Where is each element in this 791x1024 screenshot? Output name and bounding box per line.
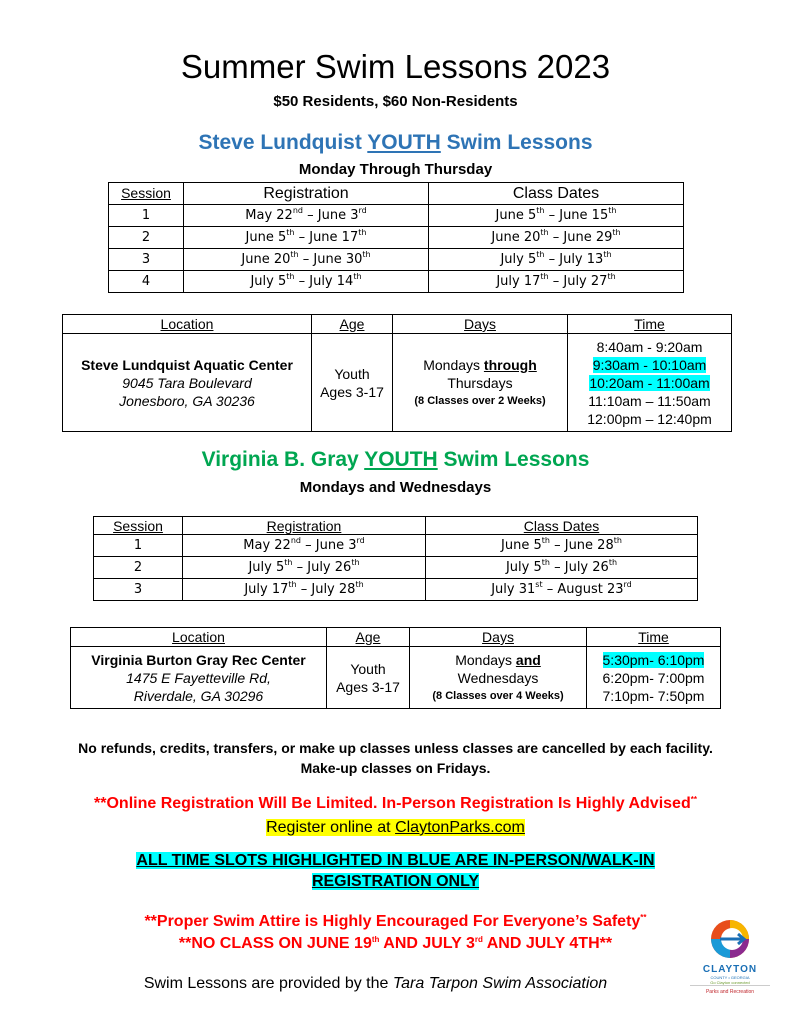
header-class-dates: Class Dates <box>426 517 698 535</box>
header-session: Session <box>94 517 183 535</box>
time-slot-walk-in: 5:30pm- 6:10pm <box>602 651 705 668</box>
registration-dates: May 22nd – June 3rd <box>184 205 429 227</box>
session-row <box>109 205 684 227</box>
class-dates: July 31st – August 23rd <box>426 579 698 601</box>
class-dates: July 5th – July 13th <box>429 249 684 271</box>
clayton-parks-link[interactable]: ClaytonParks.com <box>395 819 525 836</box>
session-number: 2 <box>94 557 183 579</box>
attire-note: **Proper Swim Attire is Highly Encouraged For Everyone’s Safety** <box>144 913 647 930</box>
header-registration: Registration <box>184 183 429 205</box>
header-time: Time <box>568 315 732 334</box>
sessions-table-gray <box>93 516 698 601</box>
session-number: 3 <box>109 249 184 271</box>
session-number: 2 <box>109 227 184 249</box>
class-dates: July 5th – July 26th <box>426 557 698 579</box>
time-slot: 6:20pm- 7:00pm <box>602 669 705 686</box>
section-heading-gray: Virginia B. Gray YOUTH Swim Lessons <box>201 448 590 471</box>
header-location: Location <box>63 315 312 334</box>
register-online-line: Register online at ClaytonParks.com <box>266 819 525 836</box>
globe-plane-icon <box>708 918 752 960</box>
days-cell: Mondays and Wednesdays (8 Classes over 4 Weeks) <box>410 647 587 709</box>
no-class-note: **NO CLASS ON JUNE 19th AND JULY 3rd AND JULY 4TH** <box>178 935 613 952</box>
prices: $50 Residents, $60 Non-Residents <box>273 93 518 110</box>
info-table-gray <box>70 627 721 709</box>
class-dates: June 5th – June 28th <box>426 535 698 557</box>
section-heading-lundquist: Steve Lundquist YOUTH Swim Lessons <box>198 131 593 154</box>
session-number: 1 <box>94 535 183 557</box>
header-age: Age <box>327 628 410 647</box>
time-slot-walk-in: 10:20am - 11:00am <box>589 374 710 391</box>
header-class-dates: Class Dates <box>429 183 684 205</box>
header-time: Time <box>587 628 721 647</box>
online-registration-note: **Online Registration Will Be Limited. In-Person Registration Is Highly Advised** <box>94 795 697 812</box>
refund-note: No refunds, credits, transfers, or make up classes unless classes are cancelled by each facility. <box>78 740 713 756</box>
class-dates: July 17th – July 27th <box>429 271 684 293</box>
session-row <box>109 249 684 271</box>
registration-dates: June 5th – June 17th <box>184 227 429 249</box>
header-days: Days <box>410 628 587 647</box>
time-cell <box>568 334 732 432</box>
registration-dates: July 17th – July 28th <box>183 579 426 601</box>
time-slot: 8:40am - 9:20am <box>596 338 703 355</box>
header-session: Session <box>109 183 184 205</box>
days-cell: Mondays through Thursdays (8 Classes over 2 Weeks) <box>393 334 568 432</box>
clayton-logo: CLAYTON COUNTY • GEORGIA Go Clayton connected Parks and Recreation <box>690 918 770 998</box>
age-cell: Youth Ages 3-17 <box>312 334 393 432</box>
walk-in-notice: ALL TIME SLOTS HIGHLIGHTED IN BLUE ARE IN-PERSON/WALK-IN REGISTRATION ONLY <box>136 852 655 890</box>
registration-dates: July 5th – July 26th <box>183 557 426 579</box>
header-age: Age <box>312 315 393 334</box>
registration-dates: May 22nd – June 3rd <box>183 535 426 557</box>
header-location: Location <box>71 628 327 647</box>
class-dates: June 5th – June 15th <box>429 205 684 227</box>
time-cell <box>587 647 721 709</box>
makeup-note: Make-up classes on Fridays. <box>300 760 491 776</box>
session-row <box>94 579 698 601</box>
header-days: Days <box>393 315 568 334</box>
age-cell: Youth Ages 3-17 <box>327 647 410 709</box>
sessions-table-lundquist <box>108 182 684 293</box>
time-slot: 7:10pm- 7:50pm <box>602 687 705 704</box>
header-registration: Registration <box>183 517 426 535</box>
session-row <box>94 535 698 557</box>
session-number: 4 <box>109 271 184 293</box>
time-slot: 12:00pm – 12:40pm <box>587 410 712 427</box>
footer-credit: Swim Lessons are provided by the Tara Tarpon Swim Association <box>143 975 608 992</box>
session-number: 3 <box>94 579 183 601</box>
time-slot-walk-in: 9:30am - 10:10am <box>592 356 707 373</box>
time-slot: 11:10am – 11:50am <box>588 392 711 409</box>
session-number: 1 <box>109 205 184 227</box>
info-table-lundquist <box>62 314 732 432</box>
location-cell: Steve Lundquist Aquatic Center 9045 Tara Boulevard Jonesboro, GA 30236 <box>63 334 312 432</box>
class-dates: June 20th – June 29th <box>429 227 684 249</box>
days-line-lundquist: Monday Through Thursday <box>298 161 493 178</box>
session-row <box>109 271 684 293</box>
session-row <box>109 227 684 249</box>
registration-dates: July 5th – July 14th <box>184 271 429 293</box>
page-title: Summer Swim Lessons 2023 <box>180 48 611 85</box>
location-cell: Virginia Burton Gray Rec Center 1475 E Fayetteville Rd, Riverdale, GA 30296 <box>71 647 327 709</box>
days-line-gray: Mondays and Wednesdays <box>299 479 492 496</box>
registration-dates: June 20th – June 30th <box>184 249 429 271</box>
session-row <box>94 557 698 579</box>
